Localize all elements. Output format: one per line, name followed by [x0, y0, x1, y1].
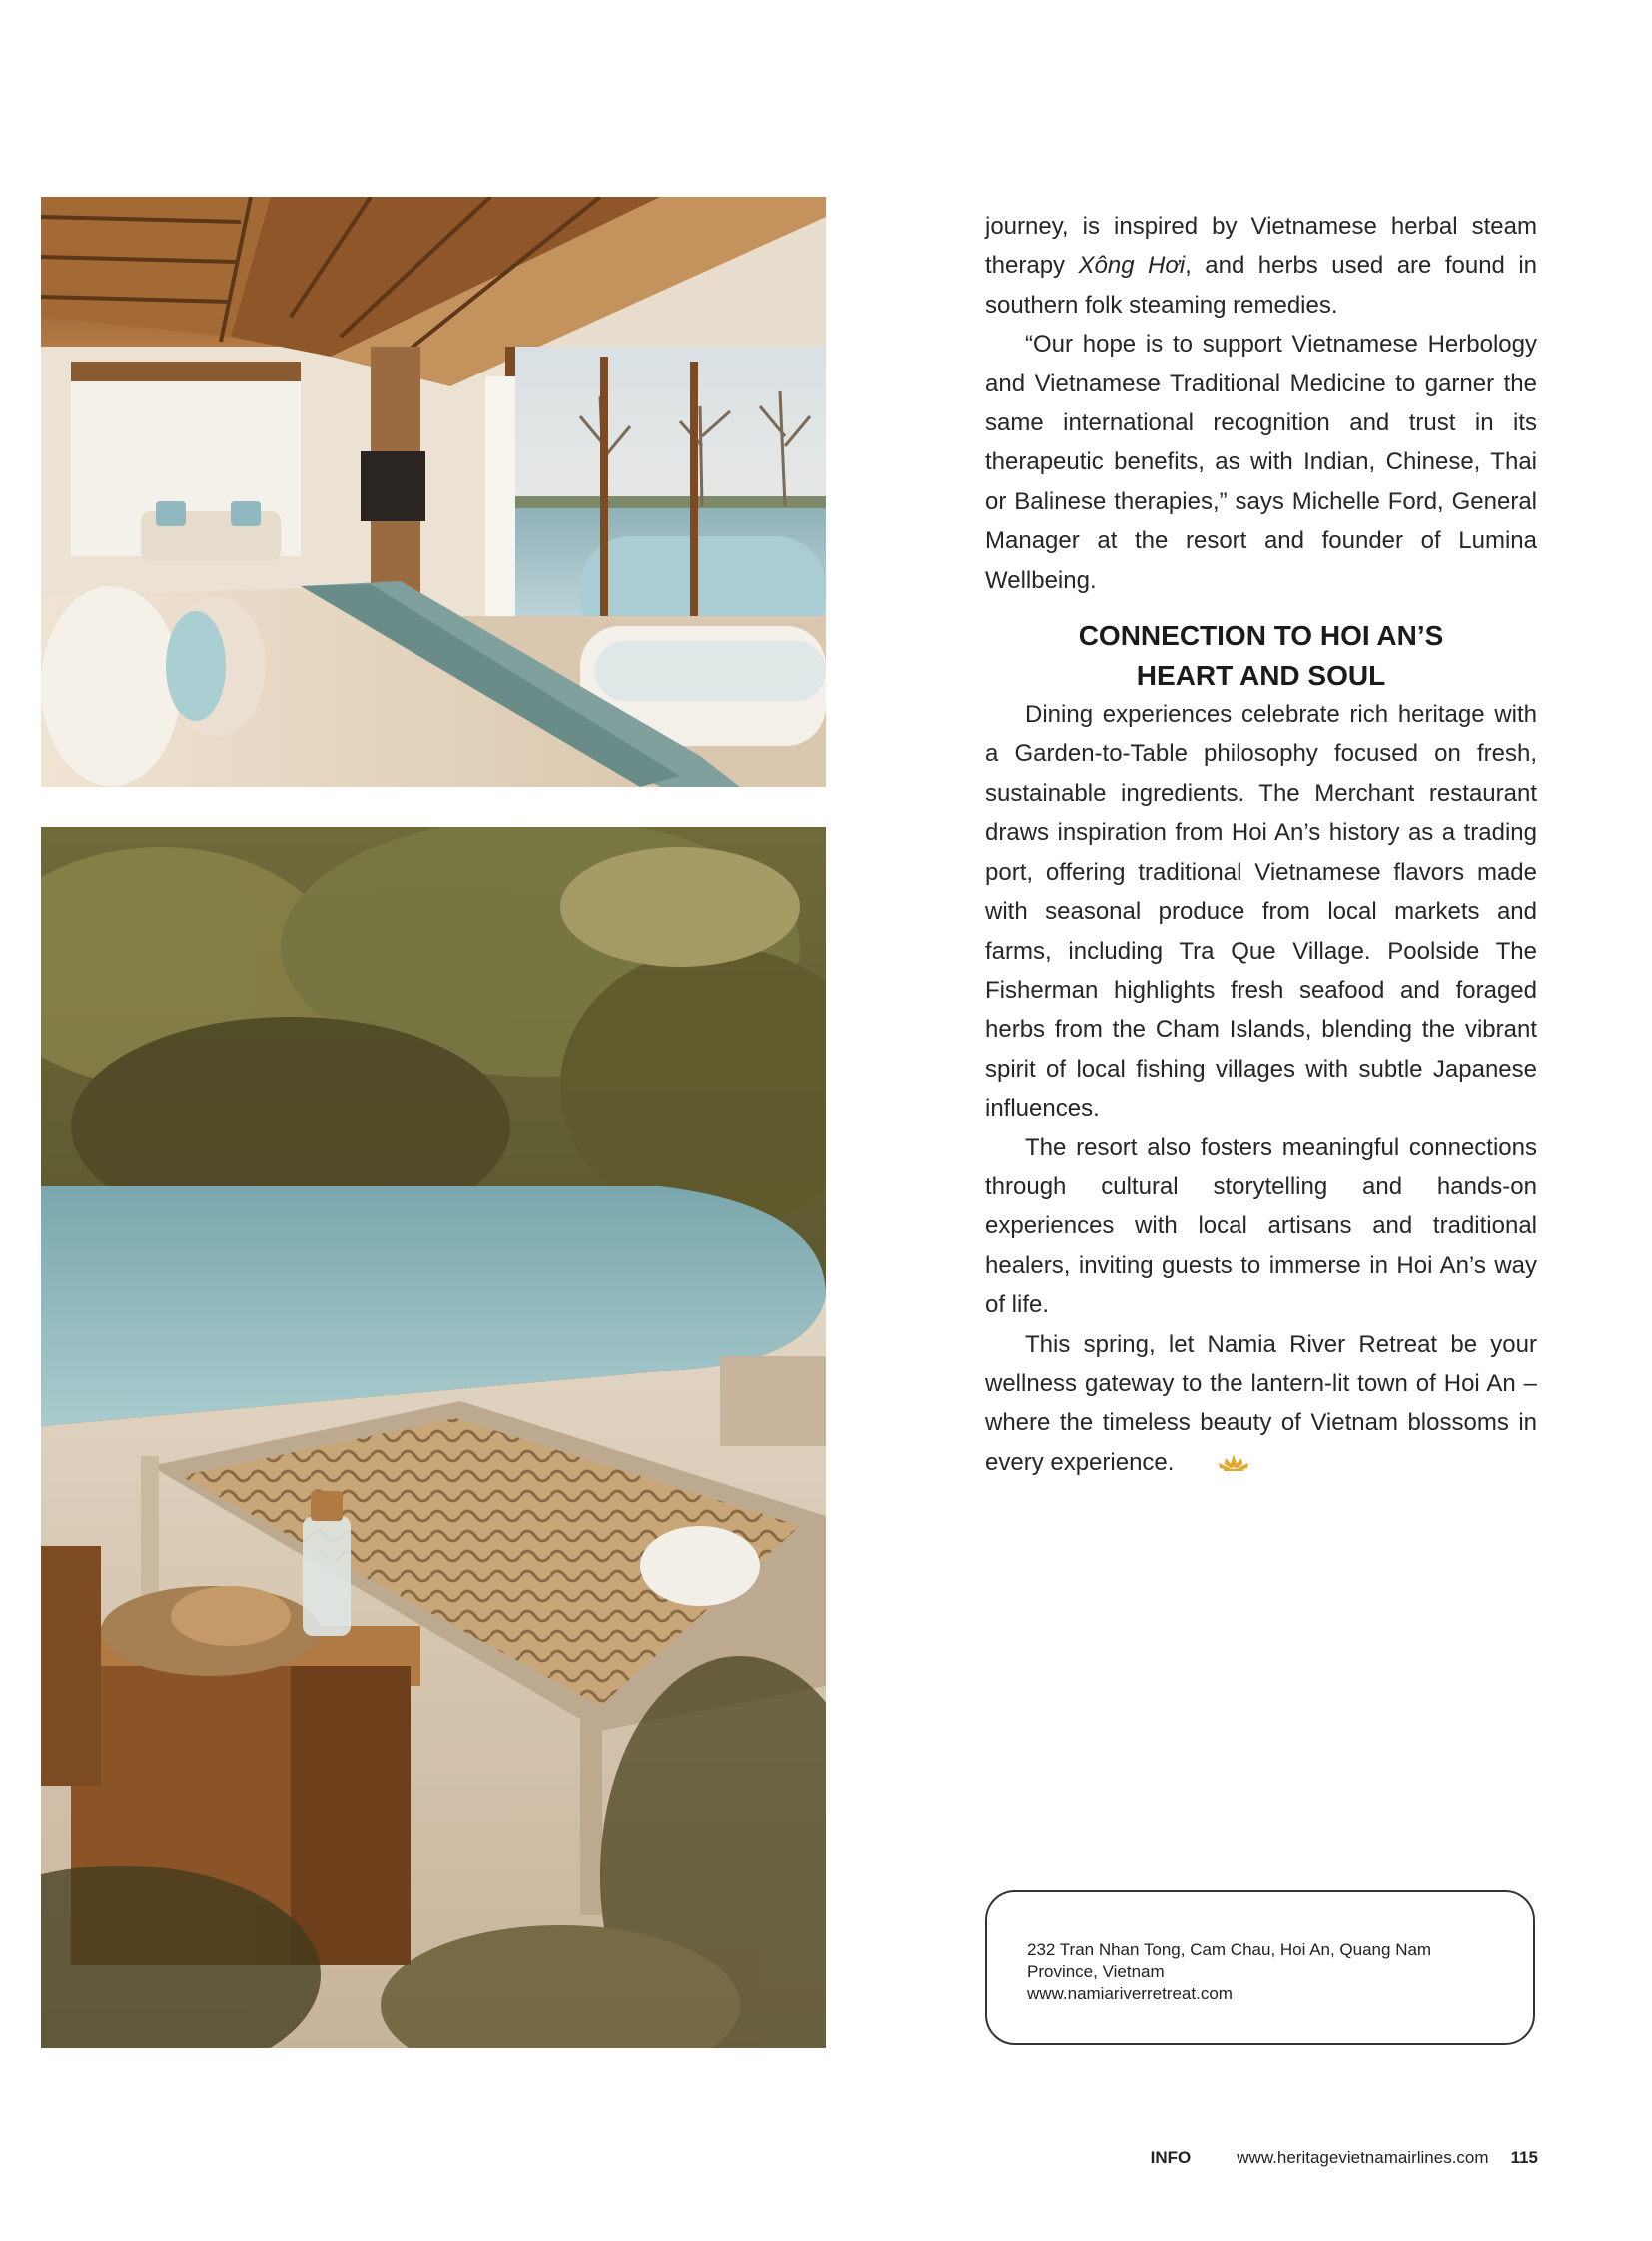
paragraph-5: This spring, let Namia River Retreat be your wellness gateway to the lantern-lit town of Hoi An – where the timeless beauty of Vietnam blossoms in every experience. [985, 1330, 1537, 1476]
heading-line-1: CONNECTION TO HOI AN’S [1078, 620, 1444, 652]
italic-term: Xông Hơi [1078, 252, 1186, 280]
poolside-photo [41, 827, 826, 2048]
contact-info-box [985, 1890, 1535, 2045]
bedroom-photo [41, 197, 826, 787]
heading-line-2: HEART AND SOUL [1136, 660, 1386, 692]
article-body [985, 207, 1537, 1482]
address-line-2: Province, Vietnam [1027, 1962, 1165, 1981]
paragraph-2: “Our hope is to support Vietnamese Herbology and Vietnamese Traditional Medicine to garner the same international recognition and trust in its therapeutic benefits, as with Indian, Chinese, Thai or Balinese therapies,” says Michelle Ford, General Manager at the resort and founder of Lumina Wellbeing. [985, 331, 1537, 594]
footer-section-label: INFO [1150, 2148, 1192, 2167]
section-heading [985, 616, 1537, 696]
page-footer [1151, 2148, 1538, 2168]
paragraph-3: Dining experiences celebrate rich heritage with a Garden-to-Table philosophy focused on fresh, sustainable ingredients. The Merchant restaurant draws inspiration from Hoi An’s history as a trading port, offering traditional Vietnamese flavors made with seasonal produce from local markets and farms, including Tra Que Village. Poolside The Fisherman highlights fresh seafood and foraged herbs from the Cham Islands, blending the vibrant spirit of local fishing villages with subtle Japanese influences. [985, 701, 1537, 1122]
website-link[interactable]: www.namiariverretreat.com [1027, 1984, 1233, 2003]
lotus-icon [1178, 1445, 1210, 1465]
paragraph-4: The resort also fosters meaningful connections through cultural storytelling and hands-on experiences with local artisans and traditional healers, inviting guests to immerse in Hoi An’s way of life. [985, 1133, 1537, 1319]
address-line-1: 232 Tran Nhan Tong, Cam Chau, Hoi An, Quang Nam [1027, 1940, 1432, 1959]
page-number: 115 [1510, 2148, 1538, 2167]
footer-website[interactable]: www.heritagevietnamairlines.com [1237, 2148, 1489, 2167]
paragraph-1: journey, is inspired by Vietnamese herbal steam therapy Xông Hơi, and herbs used are found in southern folk steaming remedies. [985, 213, 1538, 319]
